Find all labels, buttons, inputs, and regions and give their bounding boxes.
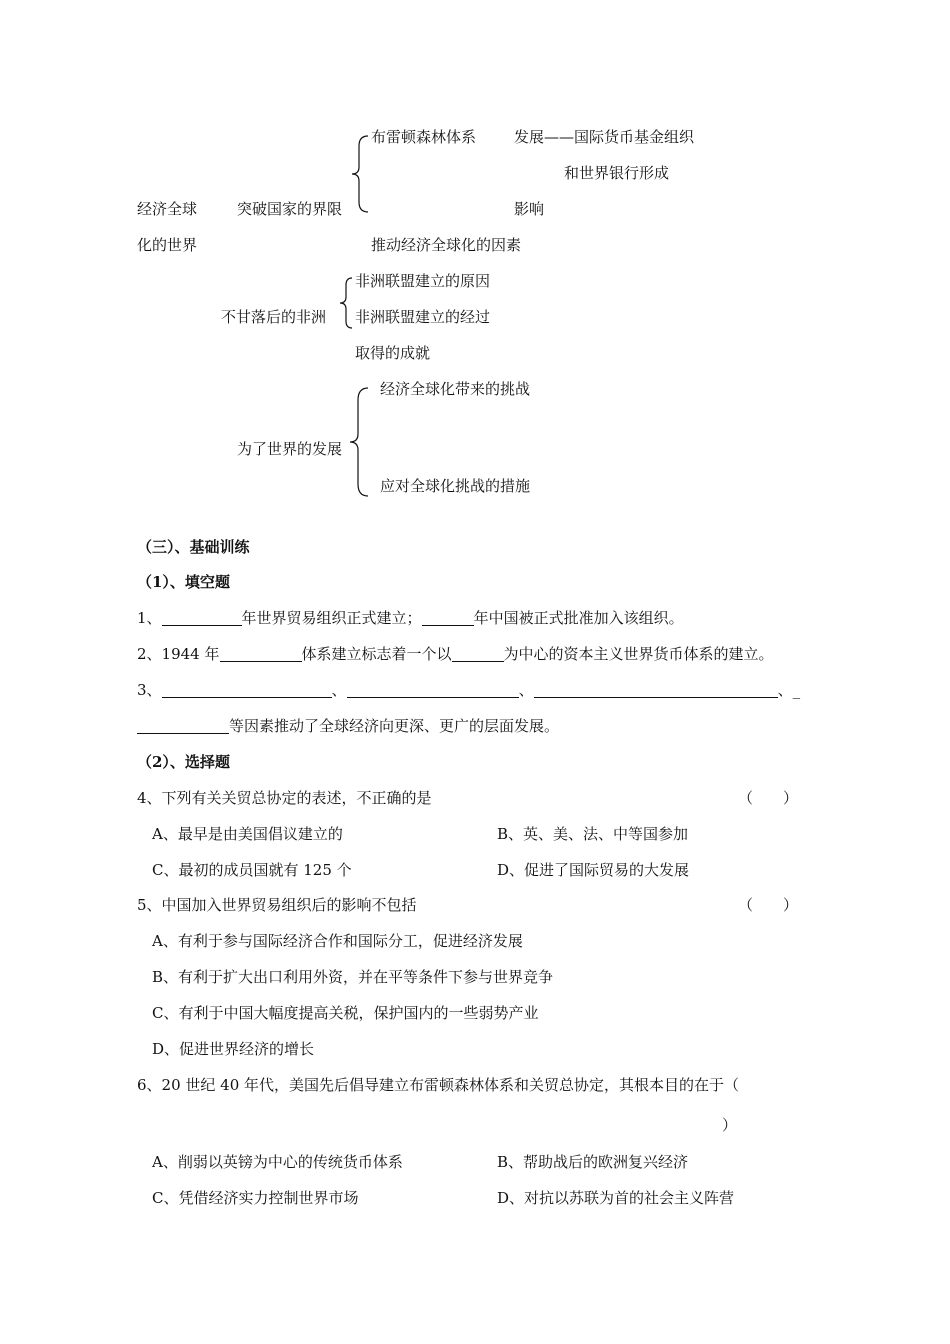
question-5-option-d[interactable]: D、促进世界经济的增长 <box>152 1040 315 1058</box>
fill-question-3 <box>137 681 800 699</box>
outline-branch-title-africa: 不甘落后的非洲 <box>221 308 327 326</box>
answer-blank[interactable] <box>137 718 229 734</box>
answer-blank[interactable] <box>347 682 519 698</box>
question-6-stem: 6、20 世纪 40 年代，美国先后倡导建立布雷顿森林体系和关贸总协定，其根本目的在于（ <box>137 1076 740 1094</box>
question-4-option-c[interactable]: C、最初的成员国就有 125 个 <box>152 861 352 879</box>
fill-section-title: （1）、填空题 <box>137 573 230 591</box>
outline-branch-title-development: 为了世界的发展 <box>237 440 343 458</box>
question-6-option-b[interactable]: B、帮助战后的欧洲复兴经济 <box>497 1153 689 1171</box>
answer-parenthesis-close[interactable]: ） <box>722 1116 738 1134</box>
question-5-option-b[interactable]: B、有利于扩大出口利用外资，并在平等条件下参与世界竞争 <box>152 968 554 986</box>
question-4-option-b[interactable]: B、英、美、法、中等国参加 <box>497 825 689 843</box>
question-text: 2、1944 年 <box>137 645 220 663</box>
brace-icon <box>350 134 370 214</box>
outline-item-au-reason: 非洲联盟建立的原因 <box>355 272 491 290</box>
section-title: （三）、基础训练 <box>137 538 250 556</box>
fill-question-2 <box>137 645 774 663</box>
outline-root-line2: 化的世界 <box>137 236 198 254</box>
question-5-option-a[interactable]: A、有利于参与国际经济合作和国际分工，促进经济发展 <box>152 932 523 950</box>
question-5-stem: 5、中国加入世界贸易组织后的影响不包括 <box>137 896 417 914</box>
outline-item-factors: 推动经济全球化的因素 <box>371 236 522 254</box>
answer-blank[interactable] <box>162 682 332 698</box>
outline-item-bretton-woods: 布雷顿森林体系 <box>371 128 477 146</box>
question-6-option-d[interactable]: D、对抗以苏联为首的社会主义阵营 <box>497 1189 735 1207</box>
answer-parenthesis[interactable]: （ ） <box>738 789 799 807</box>
question-text: 年中国被正式批准加入该组织。 <box>473 609 684 627</box>
question-text: 为中心的资本主义世界货币体系的建立。 <box>503 645 774 663</box>
question-4-option-a[interactable]: A、最早是由美国倡议建立的 <box>152 825 343 843</box>
outline-item-measures: 应对全球化挑战的措施 <box>380 477 531 495</box>
outline-item-challenges: 经济全球化带来的挑战 <box>380 380 531 398</box>
outline-item-development-cont: 和世界银行形成 <box>564 164 670 182</box>
brace-icon <box>338 276 354 330</box>
question-text: 年世界贸易组织正式建立； <box>241 609 422 627</box>
separator: 、_ <box>777 681 801 699</box>
answer-blank[interactable] <box>422 610 474 626</box>
question-text: 3、 <box>137 681 162 699</box>
question-4-stem: 4、下列有关关贸总协定的表述，不正确的是 <box>137 789 432 807</box>
outline-item-au-process: 非洲联盟建立的经过 <box>355 308 491 326</box>
fill-question-3-cont <box>137 717 559 735</box>
question-text: 体系建立标志着一个以 <box>301 645 452 663</box>
outline-item-effect: 影响 <box>514 200 545 218</box>
outline-item-development: 发展——国际货币基金组织 <box>514 128 695 146</box>
choice-section-title: （2）、选择题 <box>137 753 230 771</box>
question-4-option-d[interactable]: D、促进了国际贸易的大发展 <box>497 861 690 879</box>
separator: 、 <box>518 681 534 699</box>
outline-root-line1: 经济全球 <box>137 200 198 218</box>
question-6-option-a[interactable]: A、削弱以英镑为中心的传统货币体系 <box>152 1153 403 1171</box>
question-6-option-c[interactable]: C、凭借经济实力控制世界市场 <box>152 1189 359 1207</box>
answer-parenthesis[interactable]: （ ） <box>738 896 799 914</box>
separator: 、 <box>331 681 347 699</box>
question-5-option-c[interactable]: C、有利于中国大幅度提高关税，保护国内的一些弱势产业 <box>152 1004 539 1022</box>
question-text: 等因素推动了全球经济向更深、更广的层面发展。 <box>229 717 560 735</box>
answer-blank[interactable] <box>220 646 302 662</box>
outline-item-achievements: 取得的成就 <box>355 344 431 362</box>
brace-icon <box>348 386 370 498</box>
answer-blank[interactable] <box>452 646 504 662</box>
answer-blank[interactable] <box>162 610 242 626</box>
answer-blank[interactable] <box>534 682 778 698</box>
question-text: 1、 <box>137 609 162 627</box>
outline-branch-title-borders: 突破国家的界限 <box>237 200 343 218</box>
fill-question-1 <box>137 609 684 627</box>
